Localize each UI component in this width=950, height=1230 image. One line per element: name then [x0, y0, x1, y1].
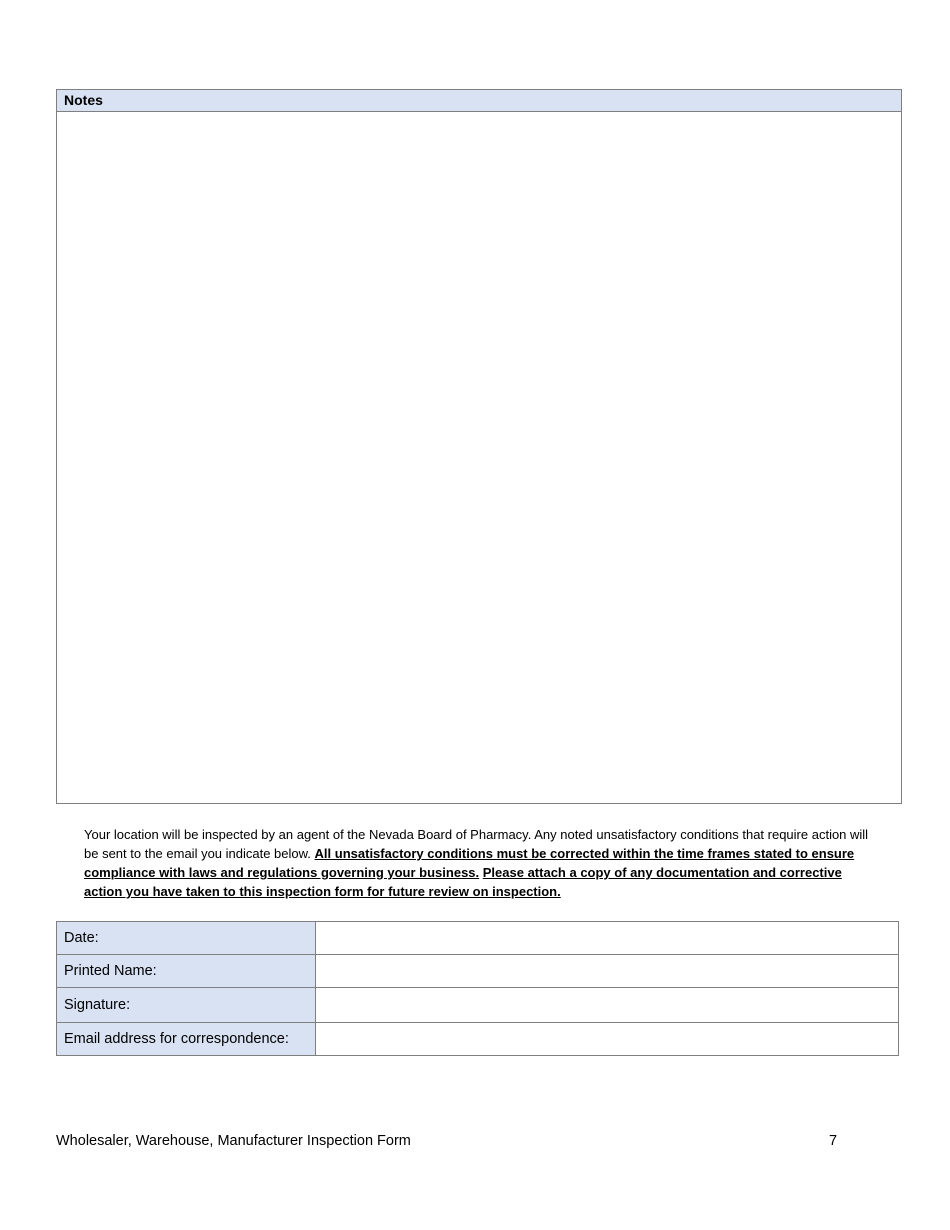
table-row [57, 955, 899, 988]
date-field[interactable] [316, 922, 899, 955]
table-row [57, 922, 899, 955]
footer-form-title: Wholesaler, Warehouse, Manufacturer Inspection Form [56, 1133, 411, 1149]
date-label: Date: [57, 922, 316, 955]
notes-field[interactable] [57, 112, 901, 803]
signature-label: Signature: [57, 988, 316, 1023]
footer-page-number: 7 [829, 1133, 838, 1149]
email-field[interactable] [316, 1023, 899, 1056]
printed-name-label: Printed Name: [57, 955, 316, 988]
disclaimer-emphasis-correction: All unsatisfactory conditions must be corrected within the time frames stated to ensure compliance with laws and regulations governing your business. [84, 846, 855, 880]
disclaimer-emphasis-attach: Please attach a copy of any documentation and corrective action you have taken to this inspection form for future review on inspection. [84, 865, 842, 899]
signature-field[interactable] [316, 988, 899, 1023]
signature-table [56, 921, 899, 1056]
disclaimer-text: Your location will be inspected by an agent of the Nevada Board of Pharmacy. Any noted unsatisfactory conditions that require action will be sent to the email you indicate below. [84, 827, 869, 861]
notes-section [56, 89, 902, 804]
email-label: Email address for correspondence: [57, 1023, 316, 1056]
table-row [57, 988, 899, 1023]
table-row [57, 1023, 899, 1056]
printed-name-field[interactable] [316, 955, 899, 988]
inspection-disclaimer [84, 825, 874, 901]
notes-header: Notes [57, 90, 901, 112]
